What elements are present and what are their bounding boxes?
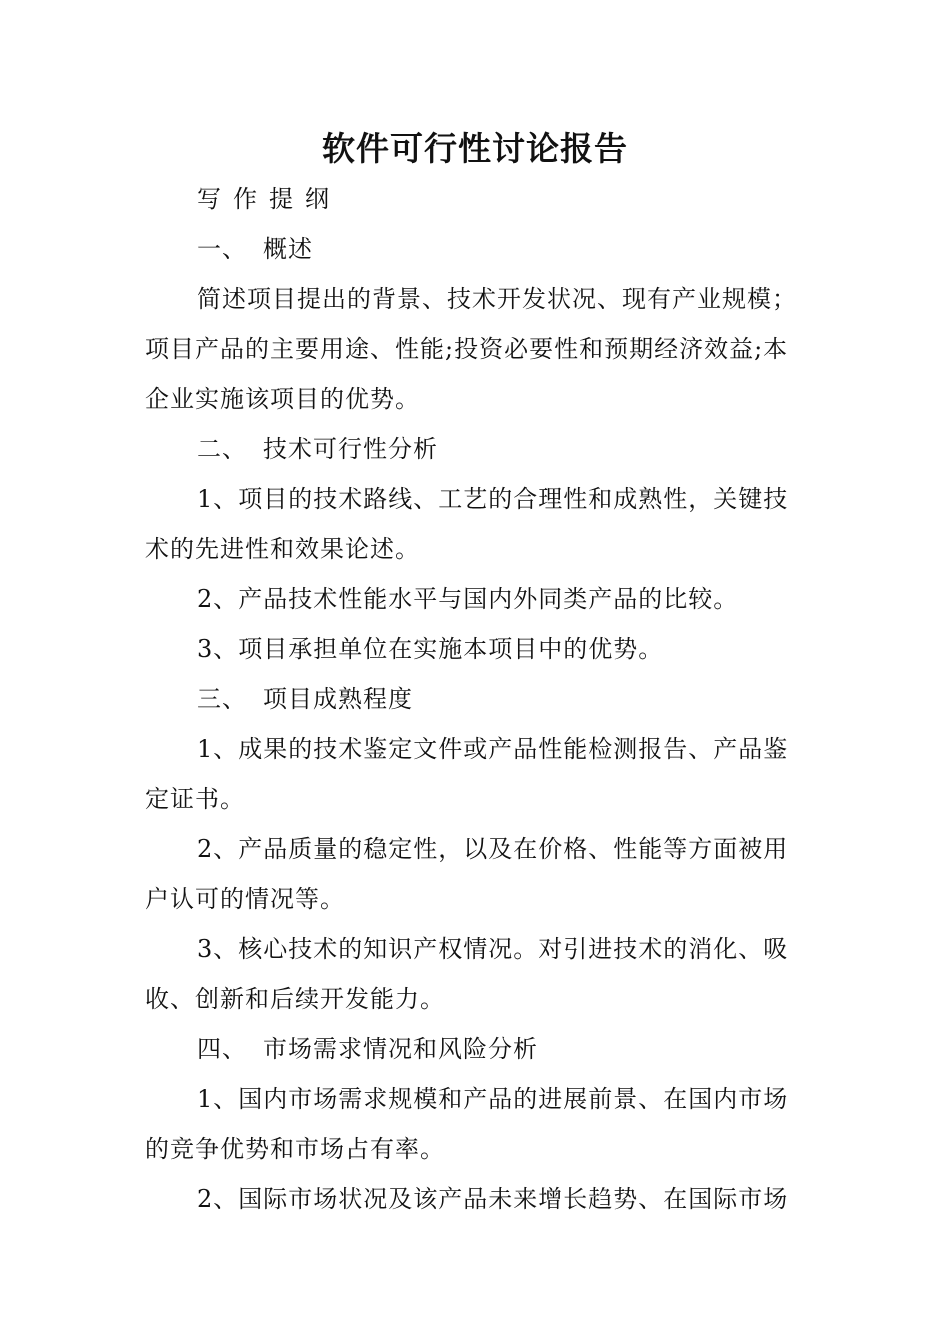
paragraph: 1、成果的技术鉴定文件或产品性能检测报告、产品鉴定证书。 bbox=[145, 735, 789, 813]
paragraph: 3、项目承担单位在实施本项目中的优势。 bbox=[197, 635, 664, 663]
section-heading bbox=[145, 1024, 810, 1074]
paragraph: 1、国内市场需求规模和产品的进展前景、在国内市场的竞争优势和市场占有率。 bbox=[145, 1085, 789, 1163]
section-heading-text: 市场需求情况和风险分析 bbox=[263, 1035, 538, 1063]
paragraph: 简述项目提出的背景、技术开发状况、现有产业规模；项目产品的主要用途、性能;投资必要性和预期经济效益;本企业实施该项目的优势。 bbox=[145, 285, 797, 413]
section-heading bbox=[145, 674, 810, 724]
section-number: 三、 bbox=[197, 685, 247, 713]
section-number: 一、 bbox=[197, 235, 247, 263]
section-heading bbox=[145, 224, 810, 274]
paragraph: 2、国际市场状况及该产品未来增长趋势、在国际市场 bbox=[197, 1185, 789, 1213]
paragraph: 1、项目的技术路线、工艺的合理性和成熟性，关键技术的先进性和效果论述。 bbox=[145, 485, 789, 563]
section-heading-text: 技术可行性分析 bbox=[263, 435, 438, 463]
section-number: 二、 bbox=[197, 435, 247, 463]
paragraph: 3、核心技术的知识产权情况。对引进技术的消化、吸收、创新和后续开发能力。 bbox=[145, 935, 789, 1013]
outline-label: 写作提纲 bbox=[197, 185, 341, 213]
document-body bbox=[145, 174, 810, 1224]
section-number: 四、 bbox=[197, 1035, 247, 1063]
paragraph: 2、产品技术性能水平与国内外同类产品的比较。 bbox=[197, 585, 739, 613]
paragraph: 2、产品质量的稳定性，以及在价格、性能等方面被用户认可的情况等。 bbox=[145, 835, 789, 913]
section-heading-text: 概述 bbox=[263, 235, 313, 263]
section-heading-text: 项目成熟程度 bbox=[263, 685, 413, 713]
section-heading bbox=[145, 424, 810, 474]
document-title: 软件可行性讨论报告 bbox=[322, 129, 628, 168]
